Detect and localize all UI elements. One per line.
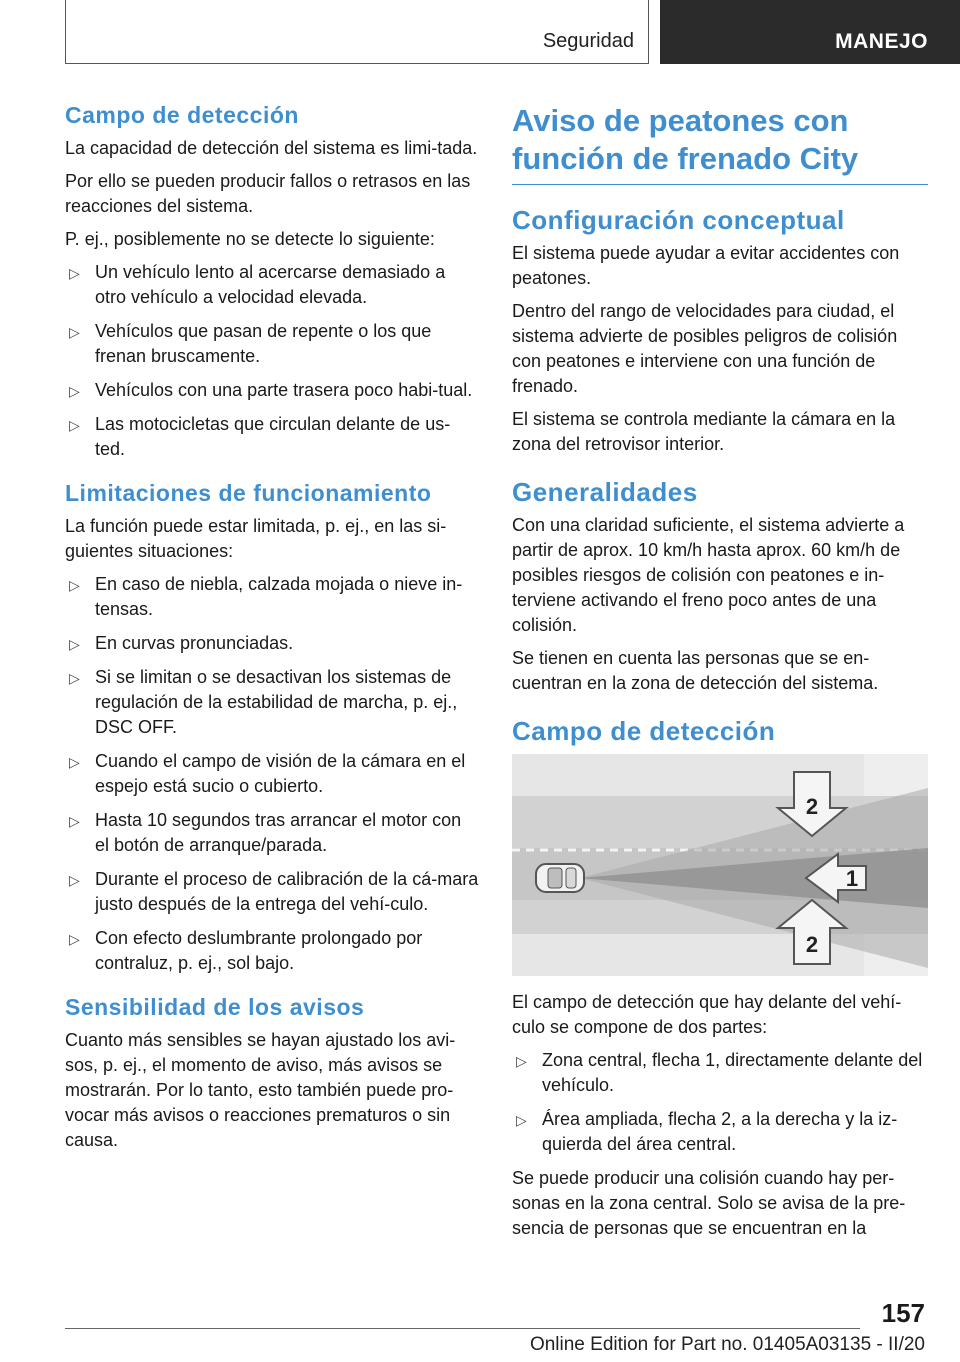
list-item: ▷ Área ampliada, flecha 2, a la derecha y la iz-quierda del área central. [516, 1109, 898, 1154]
paragraph: Por ello se pueden producir fallos o retrasos en las reacciones del sistema. [65, 171, 471, 216]
footer-divider [65, 1328, 860, 1329]
page-number: 157 [881, 1298, 925, 1328]
paragraph: El sistema se controla mediante la cámara en la zona del retrovisor interior. [512, 409, 896, 454]
list-item: ▷ En caso de niebla, calzada mojada o nieve in-tensas. [69, 574, 463, 619]
svg-text:2: 2 [805, 932, 819, 957]
list-item: ▷ Hasta 10 segundos tras arrancar el motor con el botón de arranque/parada. [69, 810, 462, 855]
list-item: ▷ Un vehículo lento al acercarse demasiado a otro vehículo a velocidad elevada. [69, 262, 446, 307]
footer-edition: Online Edition for Part no. 01405A03135 - II/20 [529, 1334, 925, 1355]
triangle-bullet-icon: ▷ [69, 265, 80, 281]
paragraph: El campo de detección que hay delante del vehí-culo se compone de dos partes: [512, 992, 902, 1037]
section-title-general: Generalidades [512, 477, 698, 507]
list-item: ▷ Si se limitan o se desactivan los sistemas de regulación de la estabilidad de marcha, p. ej., DSC OFF. [69, 667, 458, 737]
bullet-list [512, 1048, 928, 1157]
section-title-concept: Configuración conceptual [512, 205, 845, 235]
triangle-bullet-icon: ▷ [69, 324, 80, 340]
header-chapter-tab [660, 0, 960, 64]
header-section-box [65, 0, 649, 64]
triangle-bullet-icon: ▷ [516, 1112, 527, 1128]
list-item: ▷ Vehículos con una parte trasera poco habi-tual. [65, 378, 480, 403]
paragraph: Con una claridad suficiente, el sistema advierte a partir de aprox. 10 km/h hasta aprox. 60 km/h de posibles riesgos de colisión con peatones e in-terviene activando el freno poco antes de una colisión. [512, 515, 905, 635]
header-section-label: Seguridad [542, 30, 634, 52]
triangle-bullet-icon: ▷ [69, 813, 80, 829]
list-item: ▷ En curvas pronunciadas. [65, 631, 480, 656]
triangle-bullet-icon: ▷ [69, 931, 80, 947]
section-title-detection-field: Campo de detección [512, 716, 776, 746]
section-title-sensitivity: Sensibilidad de los avisos [65, 994, 365, 1020]
triangle-bullet-icon: ▷ [516, 1053, 527, 1069]
triangle-bullet-icon: ▷ [69, 636, 80, 652]
paragraph: Se puede producir una colisión cuando hay per-sonas en la zona central. Solo se avisa de la pre-sencia de personas que se encuentran en la [512, 1168, 906, 1238]
paragraph: La función puede estar limitada, p. ej., en las si-guientes situaciones: [65, 516, 447, 561]
paragraph: El sistema puede ayudar a evitar accidentes con peatones. [512, 243, 900, 288]
chapter-title: Aviso de peatones con función de frenado City [512, 102, 928, 185]
list-item: ▷ Zona central, flecha 1, directamente delante del vehículo. [516, 1050, 923, 1095]
list-item: ▷ Con efecto deslumbrante prolongado por contraluz, p. ej., sol bajo. [69, 928, 423, 973]
triangle-bullet-icon: ▷ [69, 754, 80, 770]
header-chapter-label: MANEJO [835, 30, 928, 53]
triangle-bullet-icon: ▷ [69, 383, 80, 399]
list-item: ▷ Vehículos que pasan de repente o los que frenan bruscamente. [69, 321, 432, 366]
car-icon [536, 864, 584, 892]
paragraph: Dentro del rango de velocidades para ciudad, el sistema advierte de posibles peligros de colisión con peatones e interviene con una función de frenado. [512, 301, 898, 396]
paragraph: La capacidad de detección del sistema es limi-tada. [65, 138, 478, 158]
paragraph: Cuanto más sensibles se hayan ajustado los avi-sos, p. ej., el momento de aviso, más avisos se mostrarán. Por lo tanto, esto también puede pro-vocar más avisos o reacciones prematuros o sin causa. [65, 1030, 456, 1150]
triangle-bullet-icon: ▷ [69, 670, 80, 686]
bullet-list [65, 572, 480, 976]
detection-field-diagram [512, 754, 928, 976]
triangle-bullet-icon: ▷ [69, 417, 80, 433]
triangle-bullet-icon: ▷ [69, 872, 80, 888]
section-title-detection-field: Campo de detección [65, 102, 299, 128]
paragraph: Se tienen en cuenta las personas que se en-cuentran en la zona de detección del sistema. [512, 648, 879, 693]
list-item: ▷ Las motocicletas que circulan delante de us-ted. [69, 414, 451, 459]
svg-text:1: 1 [845, 866, 859, 891]
bullet-list [65, 260, 480, 462]
svg-text:2: 2 [805, 794, 819, 819]
section-title-limitations: Limitaciones de funcionamiento [65, 480, 432, 506]
list-item: ▷ Durante el proceso de calibración de la cá-mara justo después de la entrega del vehí-culo. [69, 869, 479, 914]
left-column [65, 100, 480, 1161]
right-column [512, 100, 928, 1249]
paragraph: P. ej., posiblemente no se detecte lo siguiente: [65, 229, 435, 249]
list-item: ▷ Cuando el campo de visión de la cámara en el espejo está sucio o cubierto. [69, 751, 466, 796]
triangle-bullet-icon: ▷ [69, 577, 80, 593]
